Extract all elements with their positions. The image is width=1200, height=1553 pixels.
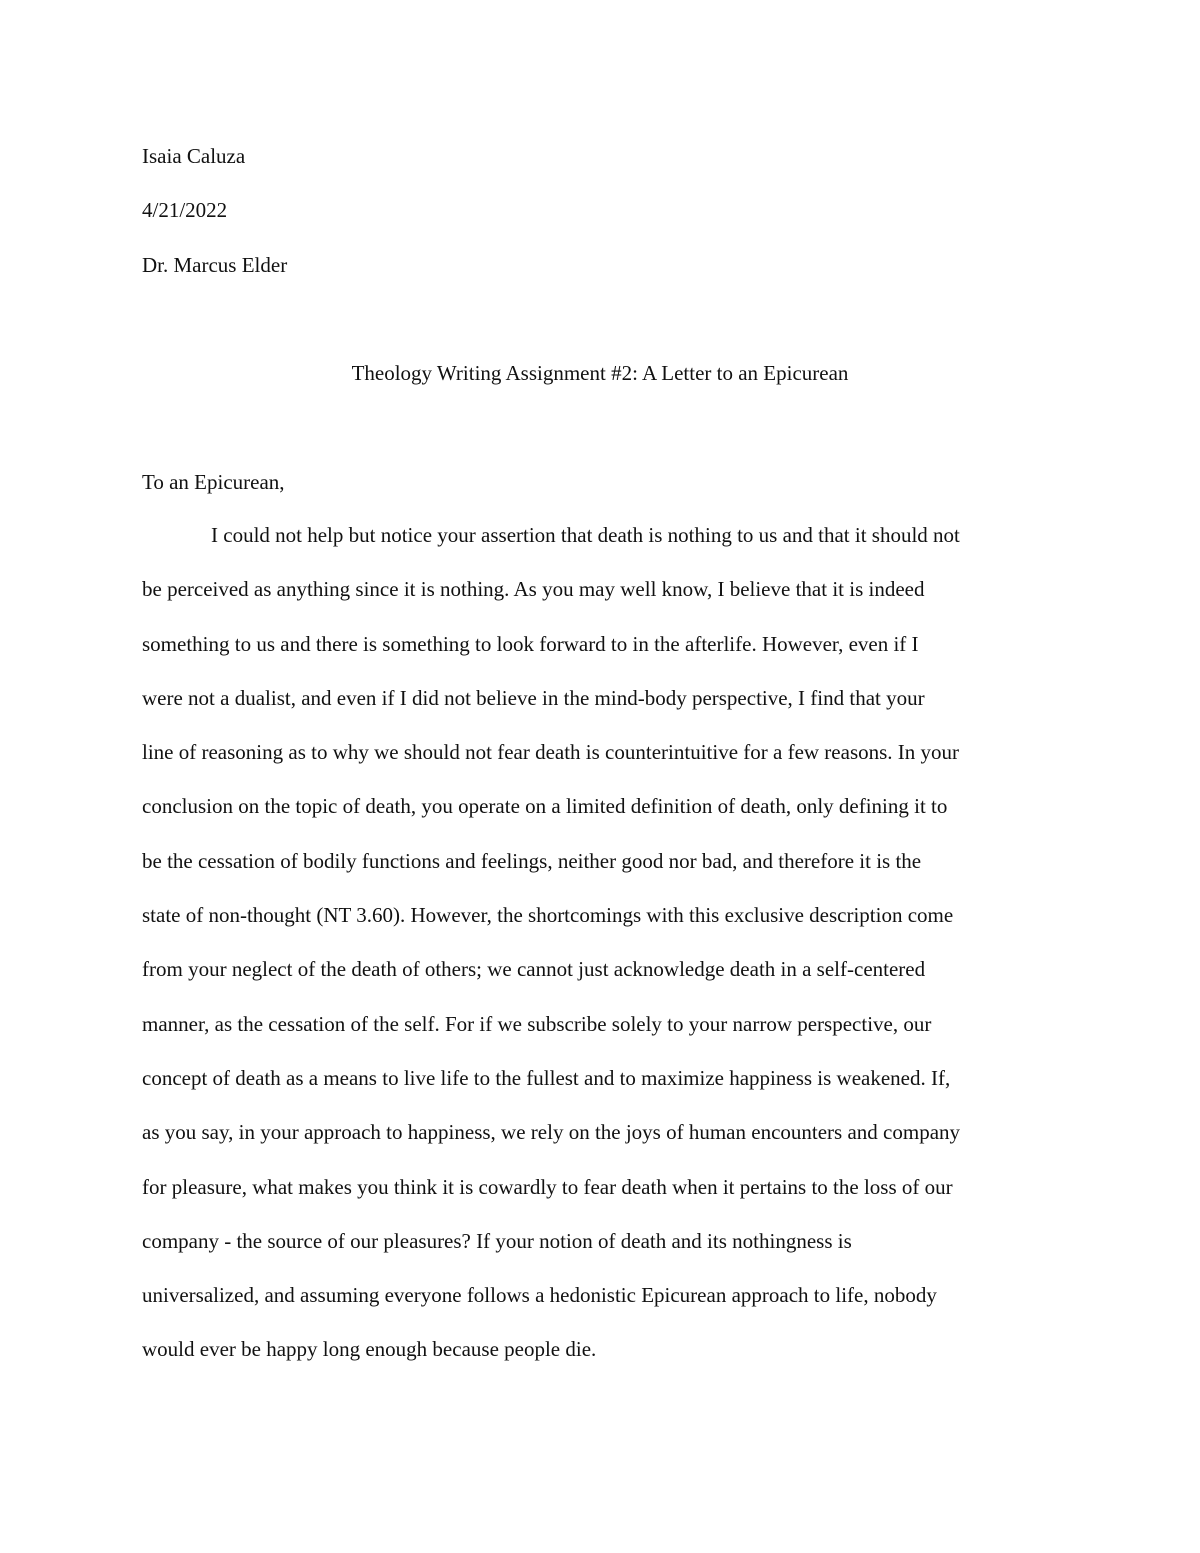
body-line: be the cessation of bodily functions and feelings, neither good nor bad, and therefore it is the — [142, 848, 922, 873]
letter-salutation: To an Epicurean, — [142, 470, 285, 494]
header-block — [142, 129, 1062, 292]
body-line: manner, as the cessation of the self. For if we subscribe solely to your narrow perspective, our — [142, 1011, 932, 1036]
body-line: were not a dualist, and even if I did not believe in the mind-body perspective, I find that your — [142, 685, 925, 710]
body-line: I could not help but notice your assertion that death is nothing to us and that it should not — [211, 523, 960, 547]
body-line: conclusion on the topic of death, you operate on a limited definition of death, only defining it to — [142, 794, 948, 819]
body-line: line of reasoning as to why we should not fear death is counterintuitive for a few reasons. In your — [142, 740, 960, 765]
body-paragraph — [142, 508, 1062, 1377]
instructor-name: Dr. Marcus Elder — [142, 252, 288, 277]
body-line: something to us and there is something to look forward to in the afterlife. However, even if I — [142, 631, 919, 656]
body-line: from your neglect of the death of others; we cannot just acknowledge death in a self-centered — [142, 957, 926, 982]
body-line: company - the source of our pleasures? If your notion of death and its nothingness is — [142, 1228, 852, 1253]
body-line: universalized, and assuming everyone follows a hedonistic Epicurean approach to life, nobody — [142, 1283, 937, 1308]
submission-date: 4/21/2022 — [142, 198, 228, 223]
body-line: would ever be happy long enough because people die. — [142, 1337, 597, 1362]
body-line: be perceived as anything since it is nothing. As you may well know, I believe that it is indeed — [142, 577, 925, 602]
document-title: Theology Writing Assignment #2: A Letter to an Epicurean — [351, 361, 849, 385]
body-line: for pleasure, what makes you think it is cowardly to fear death when it pertains to the loss of our — [142, 1174, 953, 1199]
body-line: concept of death as a means to live life to the fullest and to maximize happiness is weakened. If, — [142, 1065, 951, 1090]
body-line: state of non-thought (NT 3.60). However, the shortcomings with this exclusive description come — [142, 903, 954, 928]
author-name: Isaia Caluza — [142, 144, 246, 168]
body-line: as you say, in your approach to happiness, we rely on the joys of human encounters and company — [142, 1120, 961, 1145]
